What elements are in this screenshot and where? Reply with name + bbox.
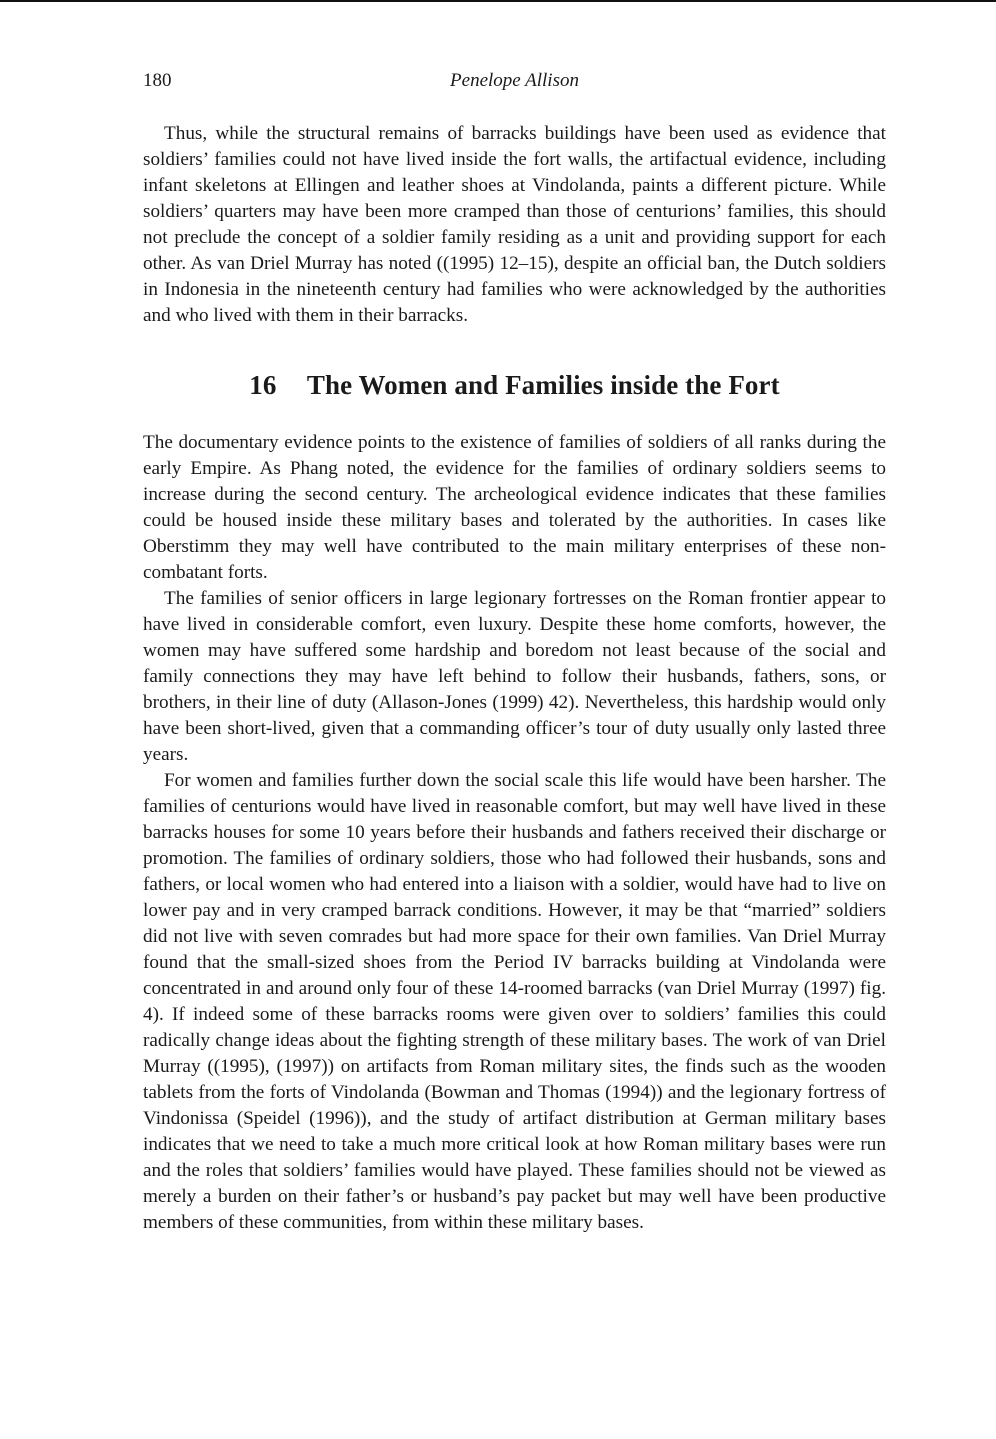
- page-top-rule: [0, 0, 996, 2]
- page-number: 180: [143, 70, 172, 91]
- body-paragraph: The documentary evidence points to the existence of families of soldiers of all ranks during the early Empire. As Phang noted, the evidence for the families of ordinary soldiers seems to increase during the second century. The archeological evidence indicates that these families could be housed inside these military bases and tolerated by the authorities. In cases like Oberstimm they may well have contributed to the main military enterprises of these non-combatant forts.: [143, 432, 886, 583]
- running-head: [143, 70, 886, 98]
- intro-paragraph-block: [143, 121, 886, 329]
- body-paragraph: The families of senior officers in large legionary fortresses on the Roman frontier appear to have lived in considerable comfort, even luxury. Despite these home comforts, however, the women may have suffered some hardship and boredom not least because of the social and family connections they may have left behind to follow their husbands, fathers, sons, or brothers, in their line of duty (Allason-Jones (1999) 42). Nevertheless, this hardship would only have been short-lived, given that a commanding officer’s tour of duty usually only lasted three years.: [143, 588, 886, 765]
- section-number: 16: [249, 370, 277, 400]
- section-body: [143, 430, 886, 1236]
- section-heading: [143, 370, 886, 401]
- section-title: The Women and Families inside the Fort: [306, 370, 780, 400]
- body-paragraph: For women and families further down the social scale this life would have been harsher. The families of centurions would have lived in reasonable comfort, but may well have lived in these barracks houses for some 10 years before their husbands and fathers received their discharge or promotion. The families of ordinary soldiers, those who had followed their husbands, sons and fathers, or local women who had entered into a liaison with a soldier, would have had to live on lower pay and in very cramped barrack conditions. However, it may be that “married” soldiers did not live with seven comrades but had more space for their own families. Van Driel Murray found that the small-sized shoes from the Period IV barracks building at Vindolanda were concentrated in and around only four of these 14-roomed barracks (van Driel Murray (1997) fig. 4). If indeed some of these barracks rooms were given over to soldiers’ families this could radically change ideas about the fighting strength of these military bases. The work of van Driel Murray ((1995), (1997)) on artifacts from Roman military sites, the finds such as the wooden tablets from the forts of Vindolanda (Bowman and Thomas (1994)) and the legionary fortress of Vindonissa (Speidel (1996)), and the study of artifact distribution at German military bases indicates that we need to take a much more critical look at how Roman military bases were run and the roles that soldiers’ families would have played. These families should not be viewed as merely a burden on their father’s or husband’s pay packet but may well have been productive members of these communities, from within these military bases.: [143, 770, 886, 1233]
- running-title: Penelope Allison: [450, 70, 579, 91]
- intro-paragraph: Thus, while the structural remains of barracks buildings have been used as evidence that soldiers’ families could not have lived inside the fort walls, the artifactual evidence, including infant skeletons at Ellingen and leather shoes at Vindolanda, paints a different picture. While soldiers’ quarters may have been more cramped than those of centurions’ families, this should not preclude the concept of a soldier family residing as a unit and providing support for each other. As van Driel Murray has noted ((1995) 12–15), despite an official ban, the Dutch soldiers in Indonesia in the nineteenth century had families who were acknowledged by the authorities and who lived with them in their barracks.: [143, 123, 886, 326]
